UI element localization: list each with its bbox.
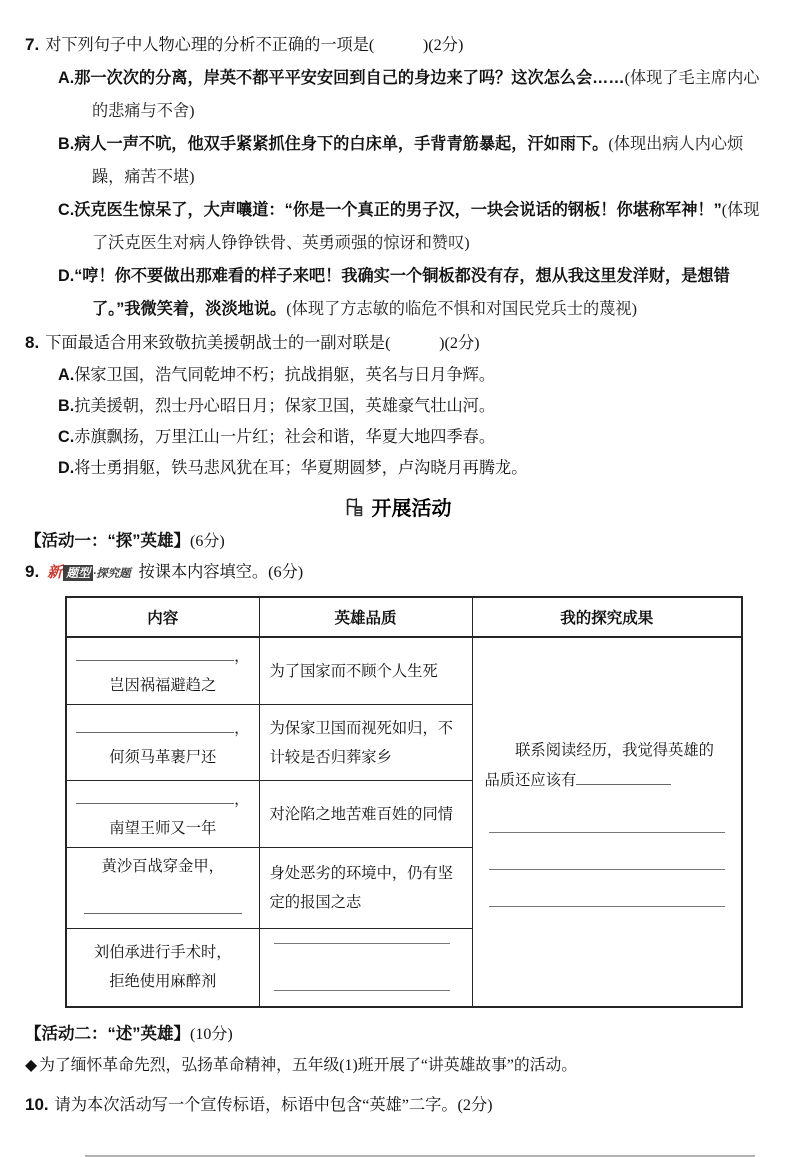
verse-blank-line <box>75 714 251 743</box>
event-text-line2: 拒绝使用麻醉剂 <box>109 973 217 991</box>
diamond-bullet-icon: ◆ <box>25 1056 38 1074</box>
q7-stem-text: 对下列句子中人物心理的分析不正确的一项是( )(2分) <box>45 36 464 54</box>
content-cell <box>66 781 259 848</box>
option-analysis-note: (体现了毛主席内心的悲痛与不舍) <box>92 69 760 120</box>
blank-underline <box>76 716 234 732</box>
question-7 <box>25 28 769 326</box>
verse-blank-line <box>75 895 251 924</box>
content-cell <box>66 848 259 929</box>
blank-underline <box>274 943 450 944</box>
findings-sentence: 联系阅读经历，我觉得英雄的品质还应该有 <box>484 742 714 790</box>
quality-cell: 身处恶劣的环境中，仍有坚定的报国之志 <box>259 848 472 929</box>
option-label: A. <box>58 69 75 87</box>
content-cell <box>66 705 259 781</box>
q8-option-a <box>58 360 769 391</box>
badge-new-label: 新 <box>47 565 63 581</box>
section-banner-activities <box>25 492 769 521</box>
option-text: 抗美援朝，烈士丹心昭日月；保家卫国，英雄豪气壮山河。 <box>74 397 496 415</box>
option-analysis-note: (体现了方志敏的临危不惧和对国民党兵士的蔑视) <box>286 300 637 318</box>
content-cell <box>66 929 259 1007</box>
verse-text: 岂因祸福避趋之 <box>109 677 217 694</box>
option-label: A. <box>58 366 75 384</box>
q10-number: 10. <box>25 1094 49 1114</box>
q8-option-d <box>58 453 769 484</box>
q9-number: 9. <box>25 562 40 581</box>
question-10 <box>25 1089 769 1121</box>
blank-underline <box>76 788 234 804</box>
option-text: “哼！你不要做出那难看的样子来吧！我确实一个铜板都没有存，想从我这里发洋财，是想错了。”我微笑着，淡淡地说。 <box>74 267 730 318</box>
q9-text: 按课本内容填空。(6分) <box>138 563 304 581</box>
question-9 <box>25 558 769 588</box>
blank-underline <box>274 990 450 991</box>
findings-cell <box>472 637 742 1007</box>
column-header-hero-quality: 英雄品质 <box>259 597 472 637</box>
verse-text: 黄沙百战穿金甲， <box>101 858 224 875</box>
q8-stem-text: 下面最适合用来致敬抗美援朝战士的一副对联是( )(2分) <box>45 334 480 352</box>
option-analysis-note: (体现出病人内心烦躁，痛苦不堪) <box>92 135 744 186</box>
activity-2-heading <box>25 1020 769 1049</box>
table-header-row <box>66 597 742 637</box>
activity-context-text: 为了缅怀革命先烈，弘扬革命精神，五年级(1)班开展了“讲英雄故事”的活动。 <box>39 1056 578 1074</box>
verse-punct: ， <box>234 648 250 665</box>
verse-blank-line <box>75 785 251 814</box>
badge-type-label: 题型 <box>63 565 93 581</box>
activity-1-title: 【活动一：“探”英雄】 <box>25 532 190 550</box>
option-label: C. <box>58 201 75 219</box>
new-question-type-badge <box>47 563 130 581</box>
blank-underline <box>576 769 671 785</box>
option-label: D. <box>58 459 75 477</box>
option-label: B. <box>58 135 75 153</box>
blank-underline <box>84 898 242 914</box>
option-label: B. <box>58 397 75 415</box>
option-text: 将士勇捐躯，铁马悲风犹在耳；华夏期圆梦，卢沟晓月再腾龙。 <box>74 459 528 477</box>
event-text-line1: 刘伯承进行手术时， <box>93 944 232 962</box>
option-text: 那一次次的分离，岸英不都平平安安回到自己的身边来了吗？这次怎么会…… <box>74 69 625 87</box>
table-row <box>66 637 742 705</box>
content-cell <box>66 637 259 705</box>
q8-option-b <box>58 391 769 422</box>
q7-stem <box>25 28 769 62</box>
document-flag-icon <box>343 496 365 518</box>
q7-option-d <box>58 260 769 326</box>
verse-punct: ， <box>234 791 250 808</box>
q8-number: 8. <box>25 333 40 352</box>
exploration-table <box>65 596 743 1008</box>
quality-cell: 为保家卫国而视死如归，不计较是否归葬家乡 <box>259 705 472 781</box>
option-text: 沃克医生惊呆了，大声嚷道：“你是一个真正的男子汉，一块会说话的钢板！你堪称军神！” <box>74 201 722 219</box>
column-header-content: 内容 <box>66 597 259 637</box>
activity-2-score: (10分) <box>190 1025 233 1043</box>
q8-option-c <box>58 422 769 453</box>
q7-option-a <box>58 62 769 128</box>
activity-2-title: 【活动二：“述”英雄】 <box>25 1024 190 1043</box>
q7-number: 7. <box>25 35 40 54</box>
blank-underline <box>489 906 726 907</box>
column-header-my-findings: 我的探究成果 <box>472 597 742 637</box>
blank-underline <box>489 869 726 870</box>
q8-stem <box>25 326 769 360</box>
answer-writing-line <box>85 1155 755 1157</box>
activity-1-heading <box>25 527 769 556</box>
section-banner-title: 开展活动 <box>371 498 452 520</box>
q7-option-c <box>58 194 769 260</box>
verse-text: 何须马革裹尸还 <box>109 748 217 766</box>
option-label: C. <box>58 428 75 446</box>
q7-option-b <box>58 128 769 194</box>
badge-subtype-label: ·探究题 <box>93 568 131 580</box>
verse-punct: ， <box>234 719 250 737</box>
verse-blank-line <box>75 642 251 671</box>
q10-text: 请为本次活动写一个宣传标语，标语中包含“英雄”二字。(2分) <box>54 1095 493 1114</box>
blank-underline <box>76 645 234 661</box>
verse-text: 南望王师又一年 <box>109 820 217 837</box>
option-analysis-note: (体现了沃克医生对病人铮铮铁骨、英勇顽强的惊讶和赞叹) <box>92 201 760 252</box>
quality-cell-blank <box>259 929 472 1007</box>
findings-text <box>485 736 730 796</box>
option-text: 赤旗飘扬，万里江山一片红；社会和谐，华夏大地四季春。 <box>74 428 496 446</box>
option-label: D. <box>58 267 75 285</box>
quality-cell: 为了国家而不顾个人生死 <box>259 637 472 705</box>
question-8 <box>25 326 769 484</box>
activity-1-score: (6分) <box>190 533 225 550</box>
option-text: 保家卫国，浩气同乾坤不朽；抗战捐躯，英名与日月争辉。 <box>74 366 496 384</box>
quality-cell: 对沦陷之地苦难百姓的同情 <box>259 781 472 848</box>
blank-underline <box>489 832 726 833</box>
activity-context-line <box>25 1051 769 1081</box>
option-text: 病人一声不吭，他双手紧紧抓住身下的白床单，手背青筋暴起，汗如雨下。 <box>74 135 609 153</box>
